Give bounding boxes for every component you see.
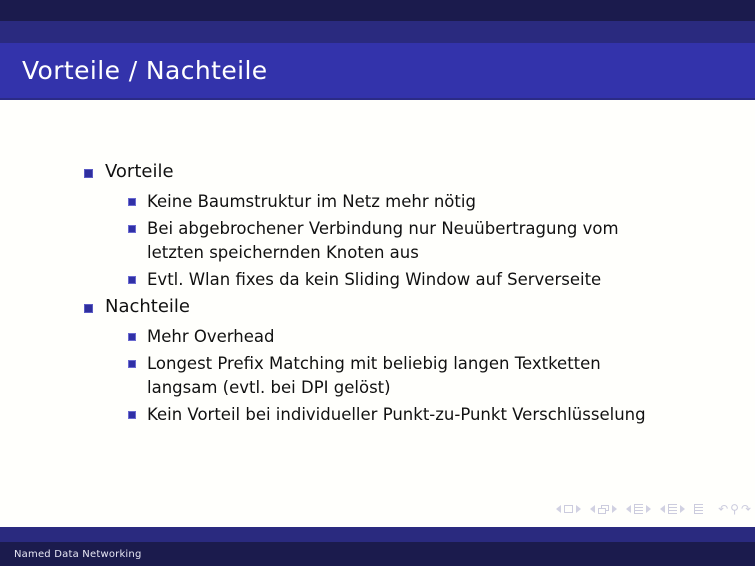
list-item [0,325,755,349]
subsection-navigation-group[interactable] [626,504,651,514]
list-item-label: Longest Prefix Matching mit beliebig langen Textketten langsam (evtl. bei DPI gelöst) [147,354,601,398]
header-band-dark [0,0,755,21]
section-heading-label: Vorteile [105,161,174,182]
subsection-icon[interactable] [634,504,643,514]
bullet-square-icon [128,198,136,206]
forward-icon[interactable]: ↷ [740,502,751,516]
frame-navigation-group[interactable] [590,505,617,514]
navigation-arrows-group[interactable] [718,503,751,515]
list-item-label: Kein Vorteil bei individueller Punkt-zu-Punkt Verschlüsselung [147,405,646,425]
slide-navigation-group[interactable] [556,505,581,513]
previous-frame-icon[interactable] [590,505,595,513]
list-item [0,352,755,400]
list-item-label: Keine Baumstruktur im Netz mehr nötig [147,192,476,212]
frames-stack-icon[interactable] [598,505,609,514]
next-section-icon[interactable] [680,505,685,513]
footer-title: Named Data Networking [14,548,142,560]
section-navigation-group[interactable] [660,504,685,514]
content-section [0,160,755,292]
previous-subsection-icon[interactable] [626,505,631,513]
section-heading-label: Nachteile [105,295,191,317]
list-item-label: Evtl. Wlan fixes da kein Sliding Window auf Serverseite [147,270,602,290]
title-bar-underline [0,98,755,100]
document-icon[interactable] [694,504,703,514]
previous-section-icon[interactable] [660,505,665,513]
search-icon[interactable]: ⚲ [730,502,739,516]
bullet-square-icon [128,360,136,368]
sub-item-list [0,190,755,292]
list-item-label: Mehr Overhead [147,327,275,347]
bullet-square-icon [128,276,136,284]
sub-item-list [0,325,755,427]
back-icon[interactable]: ↶ [718,502,729,516]
bullet-square-icon [128,411,136,419]
next-slide-icon[interactable] [576,505,581,513]
slide-content [0,160,755,430]
content-section [0,295,755,427]
bullet-square-icon [84,169,93,178]
section-heading-row [0,160,755,184]
list-item [0,403,755,427]
list-item [0,190,755,214]
bullet-square-icon [84,304,93,313]
next-subsection-icon[interactable] [646,505,651,513]
page-title: Vorteile / Nachteile [22,56,268,85]
list-item [0,217,755,265]
list-item-label: Bei abgebrochener Verbindung nur Neuübertragung vom letzten speichernden Knoten aus [147,219,619,263]
beamer-navigation-bar[interactable] [556,503,751,515]
bullet-square-icon [128,225,136,233]
next-frame-icon[interactable] [612,505,617,513]
previous-slide-icon[interactable] [556,505,561,513]
list-item [0,268,755,292]
footer-band-mid [0,527,755,542]
header-band-mid [0,21,755,43]
section-icon[interactable] [668,504,677,514]
square-icon[interactable] [564,505,573,513]
section-heading-row [0,295,755,319]
bullet-square-icon [128,333,136,341]
